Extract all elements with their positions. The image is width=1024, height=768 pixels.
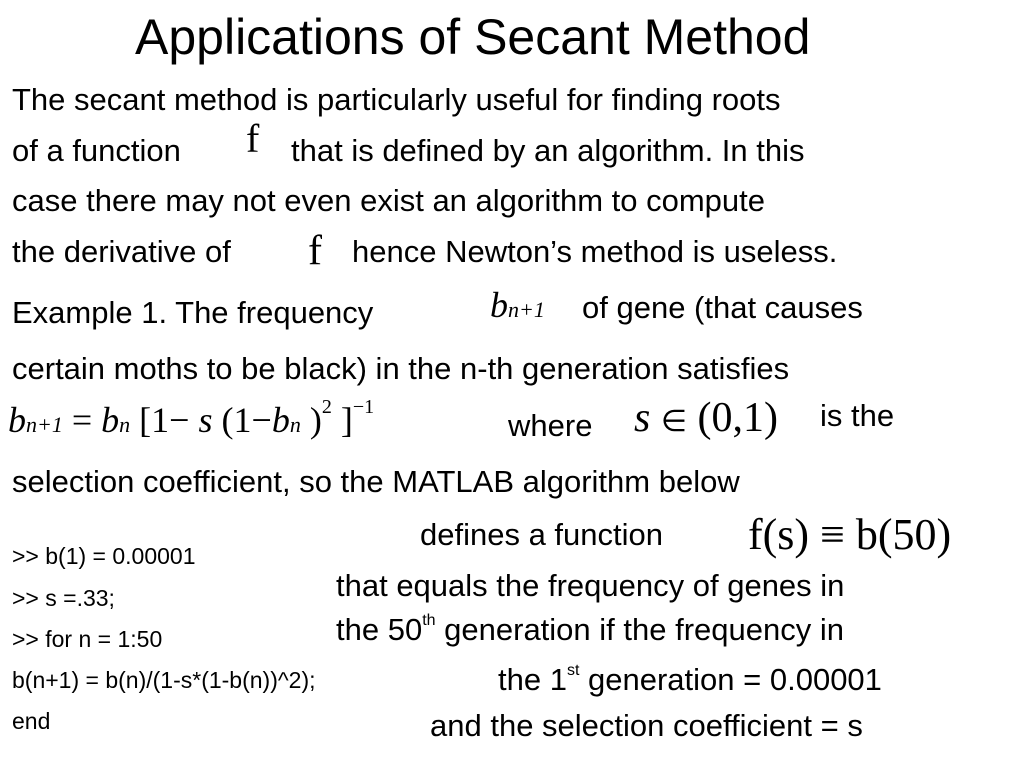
intro-line-3: case there may not even exist an algorithm to compute	[12, 183, 766, 218]
intro-line-4a: the derivative of	[12, 234, 231, 269]
math-b-n-plus-1	[490, 287, 545, 323]
example-line-1a: Example 1. The frequency	[12, 295, 374, 330]
eq-minus-1: −	[169, 400, 190, 440]
math-sub-n1: n+1	[508, 297, 545, 322]
example-line-1b: of gene (that causes	[582, 290, 863, 325]
desc-line-4: and the selection coefficient = s	[430, 708, 863, 743]
math-interval: (0,1)	[697, 395, 778, 441]
desc-line-3	[498, 661, 882, 697]
eq-minus-2: −	[251, 400, 272, 440]
eq-sub-n-inner: n	[289, 412, 301, 437]
example-where: where	[508, 408, 593, 443]
code-line-3: >> for n = 1:50	[12, 626, 163, 652]
desc-sup-st: st	[566, 661, 580, 679]
eq-b-rhs: b	[101, 400, 120, 440]
example-line-2: certain moths to be black) in the n-th generation satisfies	[12, 351, 790, 386]
eq-s: s	[198, 400, 213, 440]
eq-square: 2	[321, 396, 332, 418]
math-b: b	[490, 285, 508, 325]
eq-equals: =	[71, 400, 93, 440]
math-s: s	[634, 395, 651, 441]
intro-line-2b: that is defined by an algorithm. In this	[291, 133, 805, 168]
math-s-in-interval	[634, 397, 778, 439]
math-element-of: ∈	[660, 405, 687, 438]
desc-line-2a: the 50	[336, 612, 423, 647]
eq-inverse: −1	[352, 396, 375, 418]
math-f-symbol-2: f	[308, 228, 322, 274]
eq-sub-n: n	[119, 412, 131, 437]
eq-b-inner: b	[271, 400, 290, 440]
math-function-definition: f(s) ≡ b(50)	[748, 510, 952, 559]
math-f-symbol: f	[246, 116, 260, 161]
eq-b-lhs: b	[8, 400, 26, 440]
desc-line-3a: the 1	[498, 662, 567, 697]
eq-paren-open: (1	[221, 400, 252, 440]
desc-sup-th: th	[422, 611, 436, 629]
recurrence-equation	[8, 396, 375, 440]
intro-line-2a: of a function	[12, 133, 181, 168]
example-is-the: is the	[820, 398, 895, 433]
code-line-4: b(n+1) = b(n)/(1-s*(1-b(n))^2);	[12, 667, 316, 693]
code-line-2: >> s =.33;	[12, 585, 115, 611]
intro-line-1: The secant method is particularly useful for finding roots	[12, 82, 781, 117]
eq-open-bracket: [1	[139, 400, 170, 440]
slide-title: Applications of Secant Method	[135, 9, 811, 65]
desc-line-2b: generation if the frequency in	[435, 612, 844, 647]
desc-line-3b: generation = 0.00001	[579, 662, 882, 697]
eq-paren-close: )	[309, 400, 322, 440]
eq-sub-n1: n+1	[26, 412, 63, 437]
example-line-5: defines a function	[420, 517, 664, 552]
desc-line-2	[336, 611, 844, 647]
intro-line-4b: hence Newton’s method is useless.	[352, 234, 838, 269]
code-line-5: end	[12, 708, 51, 734]
example-line-4: selection coefficient, so the MATLAB algorithm below	[12, 464, 740, 499]
code-line-1: >> b(1) = 0.00001	[12, 543, 196, 569]
eq-bracket-close: ]	[340, 400, 353, 440]
desc-line-1: that equals the frequency of genes in	[336, 568, 845, 603]
